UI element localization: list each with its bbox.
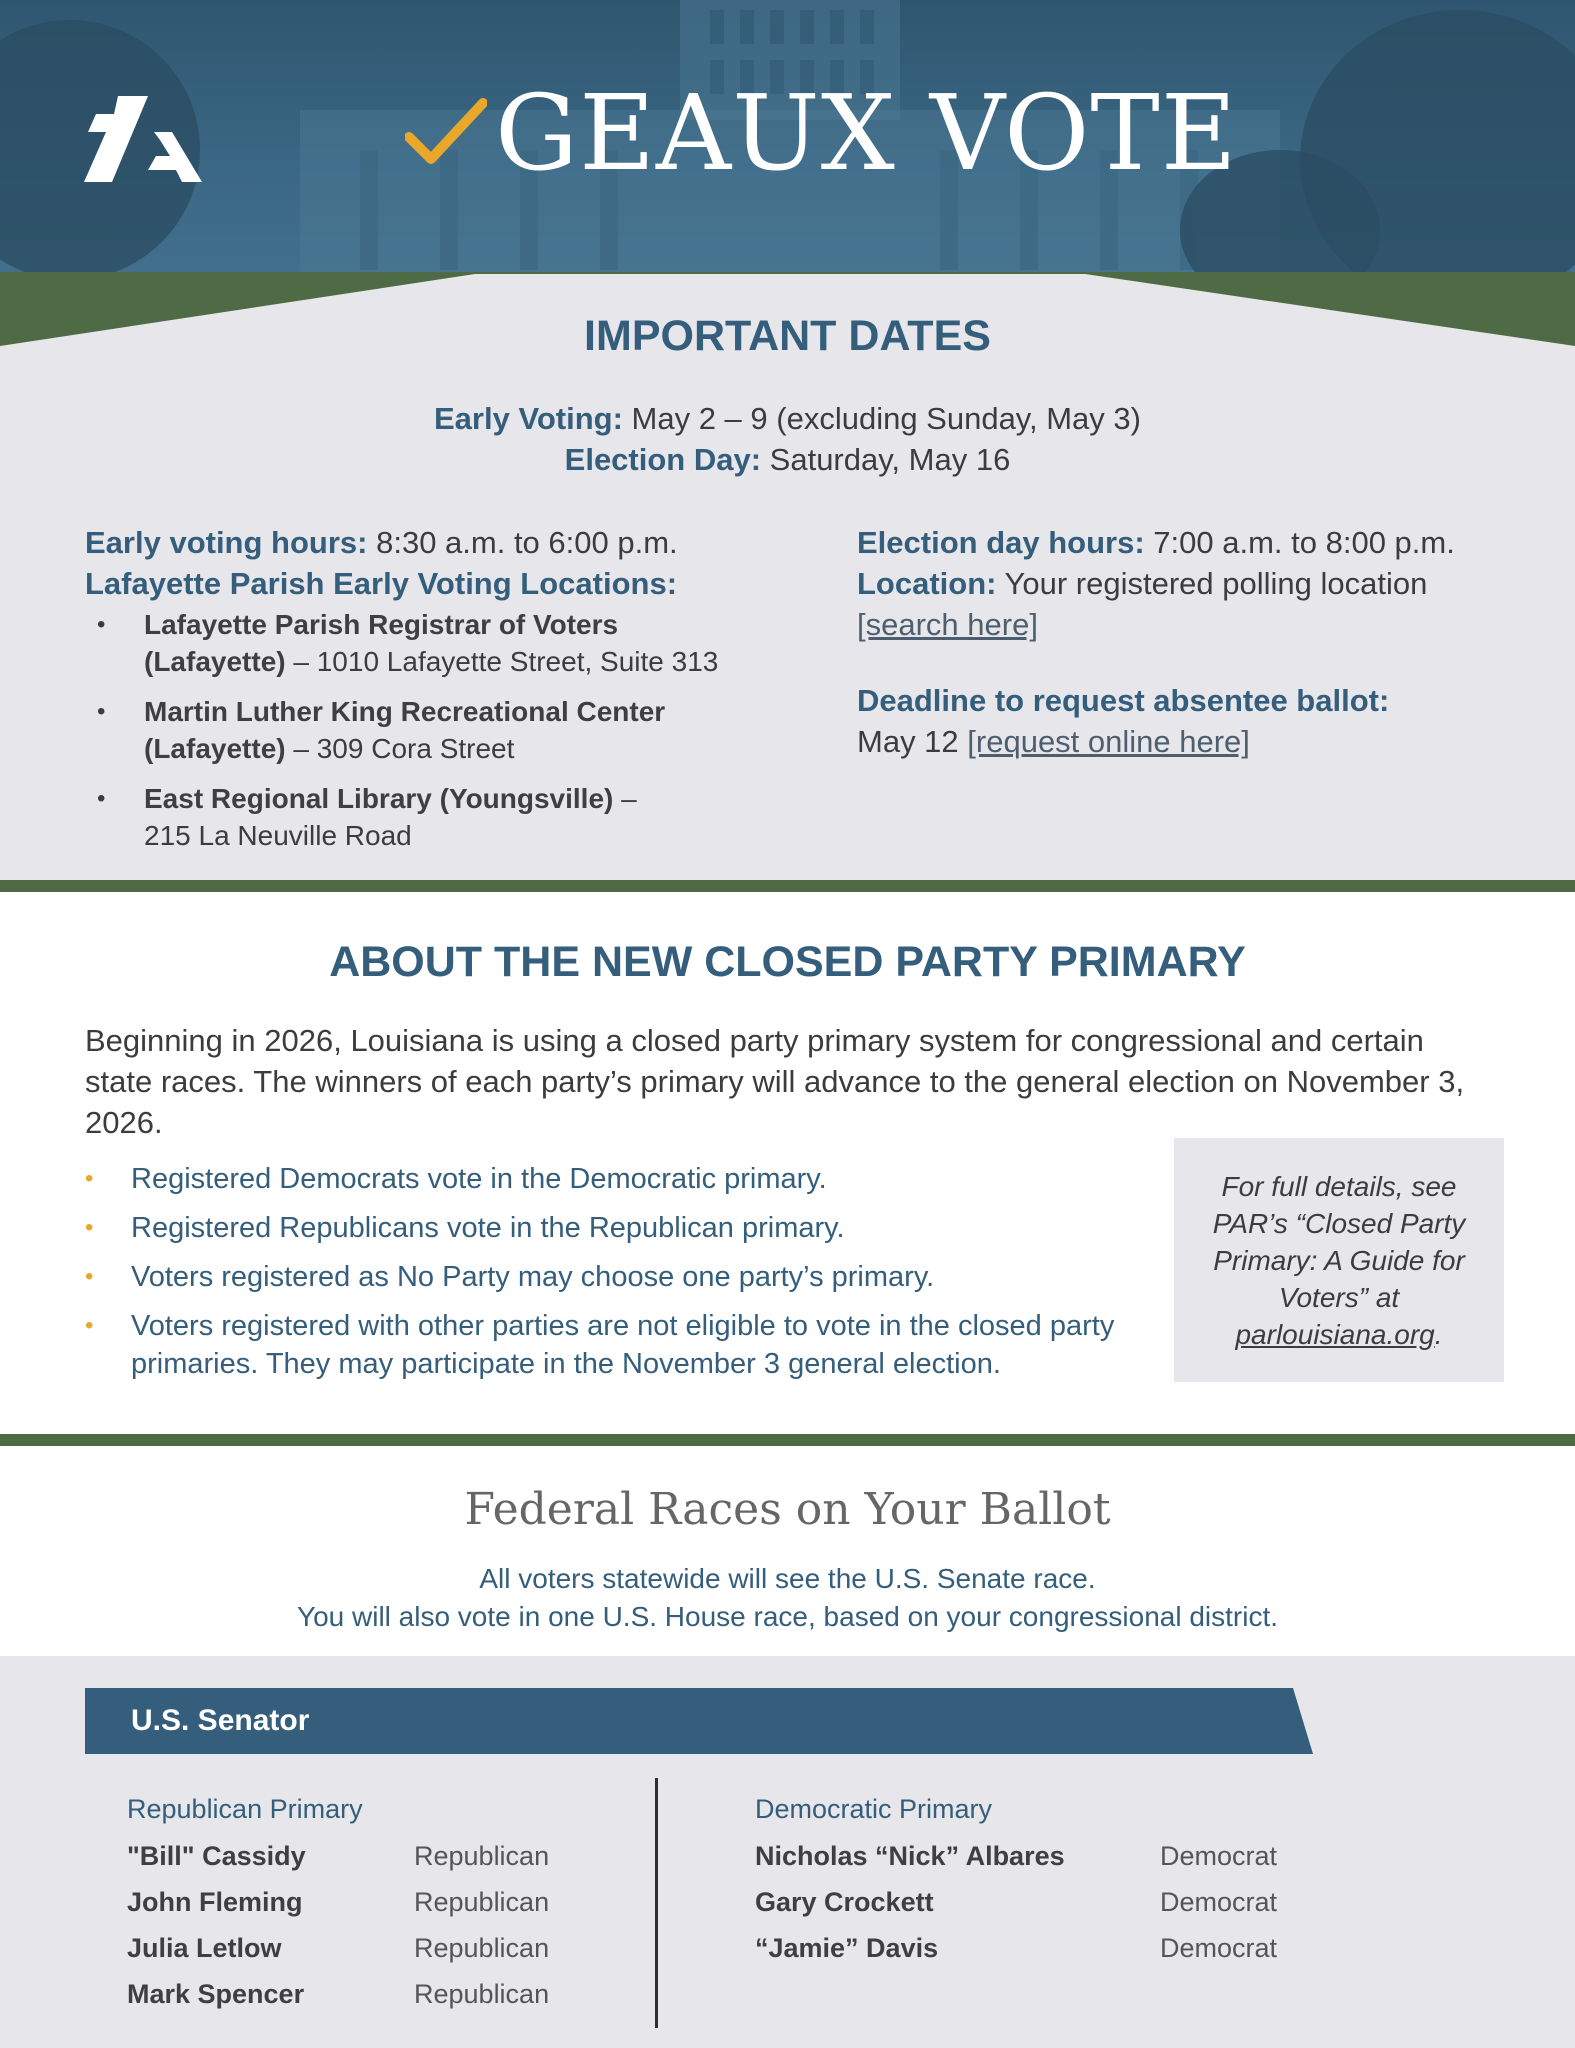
early-hours: Early voting hours: 8:30 a.m. to 6:00 p.m. — [85, 525, 678, 560]
details-callout: For full details, see PAR’s “Closed Party Primary: A Guide for Voters” at parlouisiana.org. — [1174, 1138, 1504, 1382]
locations-list — [85, 606, 765, 854]
parlouisiana-link[interactable]: parlouisiana.org — [1235, 1318, 1435, 1350]
federal-races-heading: Federal Races on Your Ballot — [464, 1484, 1111, 1535]
primary-title: Democratic Primary — [755, 1794, 993, 1824]
primary-title: Republican Primary — [127, 1794, 363, 1824]
title-row — [405, 72, 1238, 194]
list-item: • Registered Republicans vote in the Republican primary. — [85, 1209, 1165, 1247]
list-item: • Voters registered as No Party may choose one party’s primary. — [85, 1258, 1165, 1296]
list-item: • East Regional Library (Youngsville) – 215 La Neuville Road — [85, 780, 765, 854]
primary-rules-list — [85, 1160, 1165, 1394]
section-divider — [0, 1434, 1575, 1446]
list-item: • Registered Democrats vote in the Democratic primary. — [85, 1160, 1165, 1198]
eday-hours: Election day hours: 7:00 a.m. to 8:00 p.m. — [857, 525, 1455, 560]
republican-primary — [127, 1794, 549, 2025]
absentee-deadline: May 12 [request online here] — [857, 724, 1250, 759]
candidate-row: John Fleming Republican — [127, 1887, 550, 1917]
candidate-row: Gary Crockett Democrat — [755, 1887, 1278, 1917]
candidate-row: Mark Spencer Republican — [127, 1979, 550, 2009]
absentee-heading: Deadline to request absentee ballot: — [857, 683, 1390, 718]
column-divider — [655, 1778, 658, 2028]
par-logo-icon — [84, 92, 202, 188]
candidate-row: Nicholas “Nick” Albares Democrat — [755, 1841, 1278, 1871]
page-title: GEAUX VOTE — [495, 72, 1238, 194]
candidate-row: Julia Letlow Republican — [127, 1933, 550, 1963]
polling-location: Location: Your registered polling location — [857, 566, 1428, 601]
closed-primary-heading: ABOUT THE NEW CLOSED PARTY PRIMARY — [329, 938, 1246, 986]
search-link[interactable]: [search here] — [857, 607, 1038, 642]
closed-primary-paragraph: Beginning in 2026, Louisiana is using a closed party primary system for congressional and certain state races. The winners of each party’s primary will advance to the general election on November 3, 2026. — [85, 1023, 1465, 1140]
important-dates-heading: IMPORTANT DATES — [584, 312, 991, 360]
list-item: • Lafayette Parish Registrar of Voters (Lafayette) – 1010 Lafayette Street, Suite 313 — [85, 606, 765, 680]
candidate-row: "Bill" Cassidy Republican — [127, 1841, 550, 1871]
democratic-primary — [755, 1794, 1277, 1979]
early-voting-column — [85, 522, 765, 867]
request-online-link[interactable]: [request online here] — [967, 724, 1250, 759]
locations-heading: Lafayette Parish Early Voting Locations: — [85, 566, 678, 601]
federal-races-subtitle: All voters statewide will see the U.S. Senate race. You will also vote in one U.S. House race, based on your congressional district. — [296, 1563, 1279, 1632]
list-item: • Voters registered with other parties are not eligible to vote in the closed party primaries. They may participate in the November 3 general election. — [85, 1307, 1165, 1383]
candidate-row: “Jamie” Davis Democrat — [755, 1933, 1278, 1963]
list-item: • Martin Luther King Recreational Center (Lafayette) – 309 Cora Street — [85, 693, 765, 767]
race-title: U.S. Senator — [131, 1704, 310, 1737]
section-divider — [0, 880, 1575, 892]
checkmark-icon — [405, 97, 487, 169]
election-day-line: Election Day: Saturday, May 16 — [564, 442, 1011, 477]
early-voting-line: Early Voting: May 2 – 9 (excluding Sunday, May 3) — [434, 401, 1141, 436]
election-day-column — [857, 522, 1497, 762]
key-dates — [0, 398, 1575, 480]
